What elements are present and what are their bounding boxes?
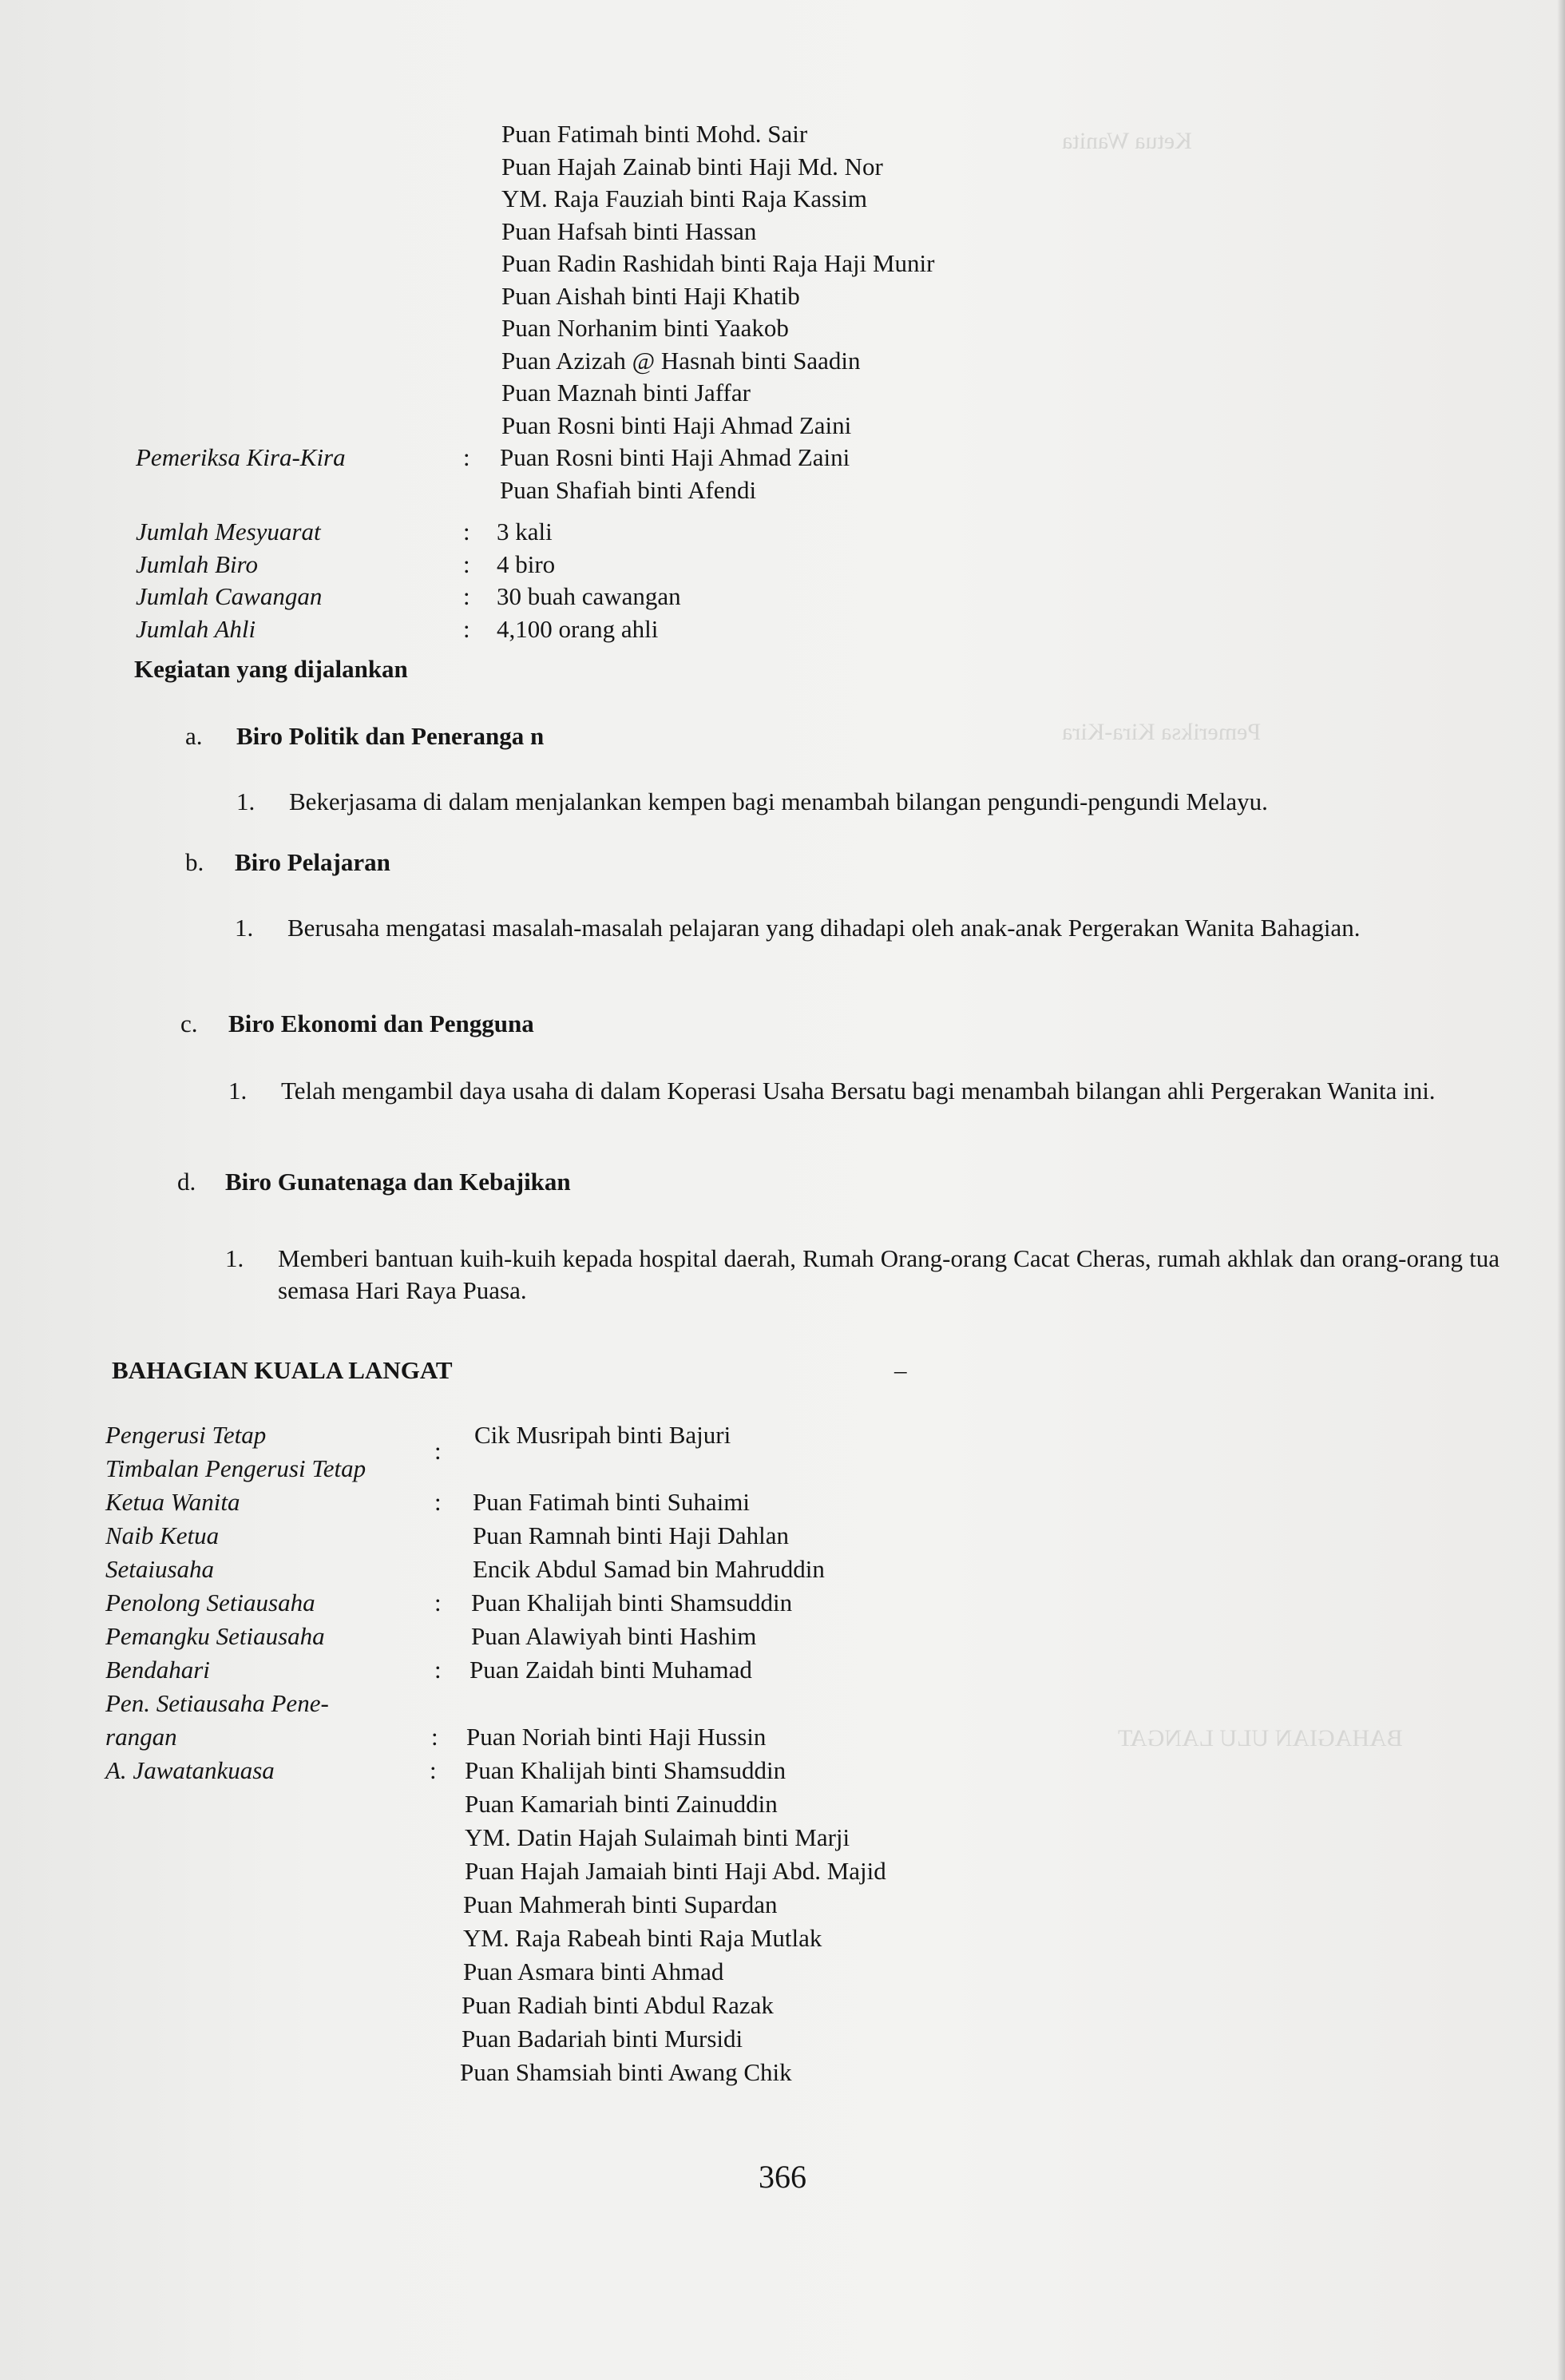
field-colon: : xyxy=(463,443,470,471)
auditor-row xyxy=(136,442,1493,474)
bureau-title: Biro Gunatenaga dan Kebajikan xyxy=(225,1168,571,1196)
list-item: Puan Aishah binti Haji Khatib xyxy=(501,281,800,310)
committee-row: YM. Raja Rabeah binti Raja Mutlak xyxy=(463,1924,822,1952)
bureau-title: Biro Politik dan Peneranga n xyxy=(236,722,545,750)
field-value: 30 buah cawangan xyxy=(497,582,681,610)
officer-row: Ketua Wanita : Puan Fatimah binti Suhaimi xyxy=(105,1486,1511,1519)
top-member-list xyxy=(501,118,1500,442)
page-edge-shadow xyxy=(1557,0,1565,2380)
field-colon: : xyxy=(434,1488,442,1516)
officer-row: Timbalan Pengerusi Tetap : xyxy=(105,1452,1511,1486)
activities-heading: Kegiatan yang dijalankan xyxy=(134,655,408,683)
field-colon: : xyxy=(431,1723,438,1751)
show-through-text: Ketua Wanita xyxy=(1062,128,1192,154)
bureau-title: Biro Pelajaran xyxy=(235,848,390,876)
committee-row: Puan Asmara binti Ahmad xyxy=(463,1958,724,1985)
committee-row: YM. Datin Hajah Sulaimah binti Marji xyxy=(465,1823,850,1851)
list-item: Puan Azizah @ Hasnah binti Saadin xyxy=(501,346,861,375)
bureau-point: 1. Memberi bantuan kuih-kuih kepada hospital daerah, Rumah Orang-orang Cacat Cheras, rumah akhlak dan orang-orang tua semasa Hari Raya Puasa. xyxy=(225,1244,1500,1304)
officer-row: Setaiusaha Encik Abdul Samad bin Mahruddin xyxy=(105,1555,825,1583)
field-label: Jumlah Ahli xyxy=(136,614,256,643)
officer-row: Penolong Setiausaha : Puan Khalijah binti Shamsuddin xyxy=(105,1586,1511,1620)
field-colon: : xyxy=(430,1756,437,1784)
field-colon: : xyxy=(463,549,470,578)
field-colon: : xyxy=(434,1437,442,1465)
field-label: Jumlah Biro xyxy=(136,549,258,578)
field-label: Jumlah Cawangan xyxy=(136,582,323,610)
dash-mark: – xyxy=(894,1356,907,1384)
committee-row xyxy=(105,2089,1511,2123)
field-colon: : xyxy=(434,1656,442,1684)
auditor-and-stats xyxy=(136,442,1493,645)
committee-row: Puan Mahmerah binti Supardan xyxy=(463,1890,778,1918)
committee-row: Puan Kamariah binti Zainuddin xyxy=(465,1790,778,1818)
field-colon: : xyxy=(463,518,470,545)
page-number: 366 xyxy=(759,2159,806,2195)
field-colon: : xyxy=(463,614,470,643)
stat-row xyxy=(136,549,1493,581)
field-label: Jumlah Mesyuarat xyxy=(136,518,321,545)
committee-row: Puan Shamsiah binti Awang Chik xyxy=(460,2058,792,2086)
field-value: 4 biro xyxy=(497,549,556,578)
list-item: Puan Maznah binti Jaffar xyxy=(501,379,751,407)
committee-row: Puan Hajah Jamaiah binti Haji Abd. Majid xyxy=(465,1857,886,1885)
list-item: Puan Radin Rashidah binti Raja Haji Munir xyxy=(501,249,935,277)
stat-row xyxy=(136,581,1493,613)
list-item: Puan Fatimah binti Mohd. Sair xyxy=(501,120,808,148)
field-value: 3 kali xyxy=(497,518,553,545)
bureau-letter: b. xyxy=(185,848,204,876)
field-value: 4,100 orang ahli xyxy=(497,614,659,643)
show-through-text: BAHAGIAN ULU LANGAT xyxy=(1118,1725,1403,1751)
auditor-row xyxy=(136,474,1493,507)
stat-row xyxy=(136,613,1493,646)
bureau-point: 1. Berusaha mengatasi masalah-masalah pelajaran yang dihadapi oleh anak-anak Pergerakan Wanita Bahagian. xyxy=(235,914,1361,942)
list-item: YM. Raja Fauziah binti Raja Kassim xyxy=(501,184,868,212)
stat-row xyxy=(136,516,1493,549)
list-item: Puan Hafsah binti Hassan xyxy=(501,216,757,245)
officer-row: rangan : Puan Noriah binti Haji Hussin xyxy=(105,1720,1511,1754)
bureau-letter: c. xyxy=(180,1010,198,1037)
show-through-text: Pemeriksa Kira-Kira xyxy=(1062,719,1262,745)
field-colon: : xyxy=(463,582,470,610)
field-colon: : xyxy=(434,1589,442,1616)
field-label: Pemeriksa Kira-Kira xyxy=(136,443,346,471)
list-item: Puan Rosni binti Haji Ahmad Zaini xyxy=(501,411,852,439)
list-item: Puan Hajah Zainab binti Haji Md. Nor xyxy=(501,152,883,180)
list-item: Puan Norhanim binti Yaakob xyxy=(501,314,789,342)
officer-row: Bendahari : Puan Zaidah binti Muhamad xyxy=(105,1653,1511,1687)
officer-row: Pengerusi Tetap Cik Musripah binti Bajuri xyxy=(105,1421,731,1449)
bureau-letter: a. xyxy=(185,722,203,750)
committee-row: Puan Badariah binti Mursidi xyxy=(462,2025,743,2053)
officer-row: Pemangku Setiausaha Puan Alawiyah binti Hashim xyxy=(105,1622,757,1650)
bureau-point: 1. Telah mengambil daya usaha di dalam Koperasi Usaha Bersatu bagi menambah bilangan ahli Pergerakan Wanita ini. xyxy=(228,1077,1436,1105)
officer-row: Naib Ketua Puan Ramnah binti Haji Dahlan xyxy=(105,1521,790,1549)
field-value: Puan Shafiah binti Afendi xyxy=(500,475,757,504)
division-officers xyxy=(105,1418,1511,2123)
bureau-point: 1. Bekerjasama di dalam menjalankan kempen bagi menambah bilangan pengundi-pengundi Melayu. xyxy=(236,787,1268,815)
committee-row: Puan Radiah binti Abdul Razak xyxy=(462,1991,774,2019)
officer-row: Pen. Setiausaha Pene- xyxy=(105,1689,329,1717)
bureau-letter: d. xyxy=(177,1168,196,1196)
officer-row: A. Jawatankuasa : Puan Khalijah binti Shamsuddin xyxy=(105,1754,1511,1787)
division-heading: BAHAGIAN KUALA LANGAT xyxy=(112,1356,453,1384)
field-value: Puan Rosni binti Haji Ahmad Zaini xyxy=(500,443,850,471)
bureau-title: Biro Ekonomi dan Pengguna xyxy=(228,1010,534,1037)
